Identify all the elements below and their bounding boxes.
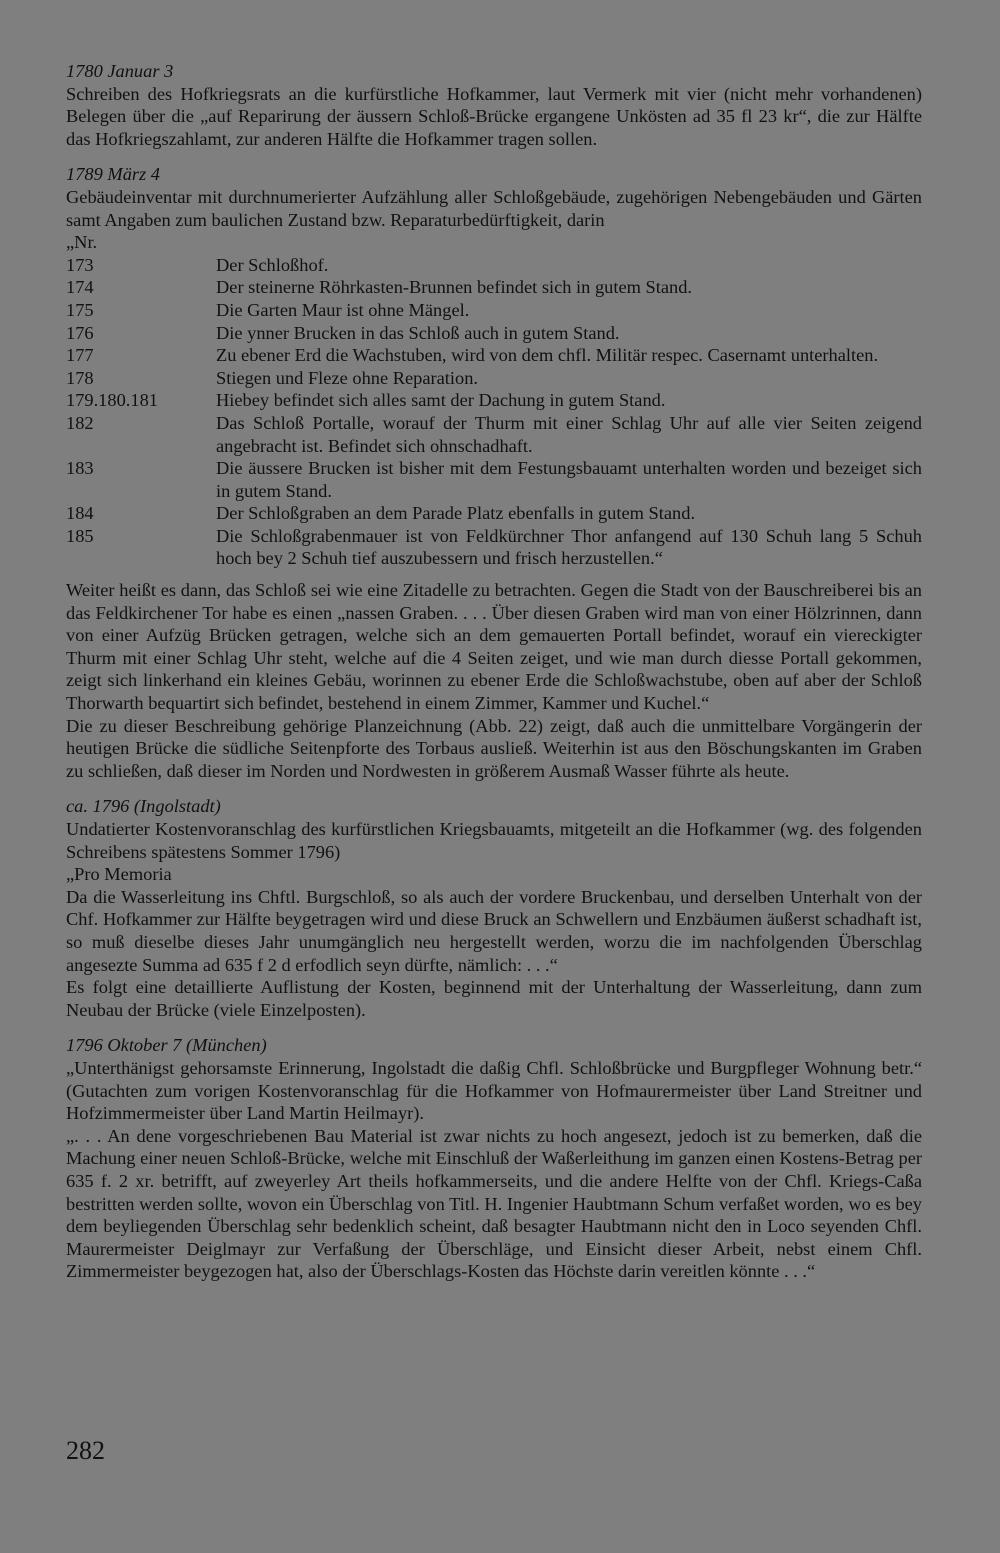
inventory-row: [66, 412, 922, 457]
inventory-row: [66, 299, 922, 322]
inventory-text: Das Schloß Portalle, worauf der Thurm mit einer Schlag Uhr auf alle vier Seiten zeigend angebracht ist. Befindet sich ohnschadhaft.: [216, 412, 922, 456]
inventory-number: 173: [66, 254, 94, 275]
paragraph: Weiter heißt es dann, das Schloß sei wie eine Zitadelle zu betrachten. Gegen die Stadt von der Bauschreiberei bis an das Feldkirchener Tor habe es einen „nassen Graben. . . . Über diesen Graben wird man von einer Hölzrinnen, dann von einer Aufzüg Brücken getragen, welche sich an dem gemauerten Portall befindet, worauf ein viereckigter Thurm mit einer Schlag Uhr steht, welche auf die 4 Seiten zeiget, und wie man durch diesse Portall gekommen, zeigt sich linkerhand ein kleines Gebäu, worinnen zu ebener Erde die Schloßwachstube, oben auf aber der Schloß Thorwarth bequartirt sich befindet, bestehend in einem Zimmer, Kammer und Kuchel.“: [66, 580, 922, 714]
entry-1789: [66, 163, 922, 782]
inventory-number: 178: [66, 367, 94, 388]
entry-date: ca. 1796 (Ingolstadt): [66, 796, 221, 817]
paragraph: „Unterthänigst gehorsamste Erinnerung, Ingolstadt die daßig Chfl. Schloßbrücke und Burgpfleger Wohnung betr.“ (Gutachten zum vorigen Kostenvoranschlag für die Hofkammer von Hofmaurermeister über Land Streitner und Hofzimmermeister über Land Martin Heilmayr).: [66, 1057, 922, 1124]
inventory-number: 182: [66, 412, 94, 433]
inventory-row: [66, 367, 922, 390]
inventory-number: 177: [66, 345, 94, 366]
inventory-text: Die ynner Brucken in das Schloß auch in gutem Stand.: [216, 322, 620, 343]
inventory-text: Hiebey befindet sich alles samt der Dachung in gutem Stand.: [216, 390, 666, 411]
page-number: 282: [66, 1436, 105, 1465]
inventory-row: [66, 254, 922, 277]
inventory-text: Der Schloßgraben an dem Parade Platz ebenfalls in gutem Stand.: [216, 503, 696, 524]
inventory-number: 175: [66, 299, 94, 320]
inventory-text: Stiegen und Fleze ohne Reparation.: [216, 367, 478, 388]
entry-text: Schreiben des Hofkriegsrats an die kurfürstliche Hofkammer, laut Vermerk mit vier (nicht mehr vorhandenen) Belegen über die „auf Reparirung der äussern Schloß-Brücke ergangene Unkösten ad 35 fl 23 kr“, die zur Hälfte das Hofkriegszahlamt, zur anderen Hälfte die Hofkammer tragen sollen.: [66, 83, 922, 149]
entry-1796-oktober: [66, 1034, 922, 1283]
inventory-text: Die Garten Maur ist ohne Mängel.: [216, 299, 470, 320]
inventory-text: Der Schloßhof.: [216, 254, 329, 275]
inventory-text: Der steinerne Röhrkasten-Brunnen befindet sich in gutem Stand.: [216, 277, 692, 298]
inventory-heading: „Nr.: [66, 232, 98, 253]
inventory-number: 184: [66, 503, 94, 524]
inventory-row: [66, 389, 922, 412]
entry-date: 1789 März 4: [66, 164, 161, 185]
inventory-number: 185: [66, 525, 94, 546]
inventory-text: Zu ebener Erd die Wachstuben, wird von dem chfl. Militär respec. Casernamt unterhalten.: [216, 345, 879, 366]
inventory-number: 179.180.181: [66, 390, 158, 411]
paragraph: Undatierter Kostenvoranschlag des kurfürstlichen Kriegsbauamts, mitgeteilt an die Hofkammer (wg. des folgenden Schreibens spätestens Sommer 1796): [66, 819, 922, 862]
entry-date: 1796 Oktober 7 (München): [66, 1035, 267, 1056]
paragraph: „Pro Memoria: [66, 864, 172, 885]
inventory-text: Die Schloßgrabenmauer ist von Feldkürchner Thor anfangend auf 130 Schuh lang 5 Schuh hoch bey 2 Schuh tief auszubessern und frisch herzustellen.“: [216, 525, 922, 569]
entry-ca-1796: [66, 795, 922, 1021]
inventory-text: Die äussere Brucken ist bisher mit dem Festungsbauamt unterhalten worden und bezeiget sich in gutem Stand.: [216, 458, 922, 501]
inventory-number: 174: [66, 277, 94, 298]
inventory-row: [66, 525, 922, 570]
entry-date: 1780 Januar 3: [66, 61, 174, 81]
paragraph: Die zu dieser Beschreibung gehörige Planzeichnung (Abb. 22) zeigt, daß auch die unmittelbare Vorgängerin der heutigen Brücke die südliche Seitenpforte des Torbaus ausließ. Weiterhin ist aus den Böschungskanten im Graben zu schließen, daß dieser im Norden und Nordwesten in größerem Ausmaß Wasser führte als heute.: [66, 715, 922, 781]
entry-1780: [66, 60, 922, 150]
text-column: [66, 60, 922, 1296]
paragraph: „. . . An dene vorgeschriebenen Bau Material ist zwar nichts zu hoch angesezt, jedoch ist zu bemerken, daß die Machung einer neuen Schloß-Brücke, welche mit Einschluß der Waßerleithung im ganzen einen Kostens-Betrag per 635 f. 2 xr. betrifft, auf zweyerley Art theils hofkammerseits, und die andere Helfte von der Chfl. Kriegs-Caßa bestritten werden sollte, wovon ein Überschlag von Titl. H. Ingenier Haubtmann Schum verfaßet worden, wo es bey dem beyliegenden Überschlag sehr bedenklich scheint, daß besagter Haubtmann nicht den in Loco seyenden Chfl. Maurermeister Deiglmayr zur Verfaßung der Überschläge, und Einsicht dieser Arbeit, nebst einem Chfl. Zimmermeister beygezogen hat, also der Überschlags-Kosten das Höchste darin vereitlen könnte . . .“: [66, 1125, 922, 1282]
inventory-row: [66, 276, 922, 299]
inventory-row: [66, 344, 922, 367]
paragraph: Es folgt eine detaillierte Auflistung der Kosten, beginnend mit der Unterhaltung der Wasserleitung, dann zum Neubau der Brücke (viele Einzelposten).: [66, 977, 922, 1020]
paragraph: Da die Wasserleitung ins Chftl. Burgschloß, so als auch der vordere Bruckenbau, und derselben Unterhalt von der Chf. Hofkammer zur Hälfte beygetragen wird und diese Bruck an Schwellern und Enzbäumen äußerst schadhaft ist, so muß dieselbe dieses Jahr unumgänglich neu hergestellt werden, worzu die im nachfolgenden Überschlag angesezte Summa ad 635 f 2 d erfodlich seyn dürfte, nämlich: . . .“: [66, 886, 922, 975]
entry-text: Gebäudeinventar mit durchnumerierter Aufzählung aller Schloßgebäude, zugehörigen Nebengebäuden und Gärten samt Angaben zum baulichen Zustand bzw. Reparaturbedürftigkeit, darin: [66, 186, 922, 230]
inventory-row: [66, 502, 922, 525]
inventory-row: [66, 457, 922, 502]
inventory-row: [66, 322, 922, 345]
inventory-number: 176: [66, 322, 94, 343]
inventory-list: [66, 254, 922, 570]
inventory-number: 183: [66, 458, 94, 479]
